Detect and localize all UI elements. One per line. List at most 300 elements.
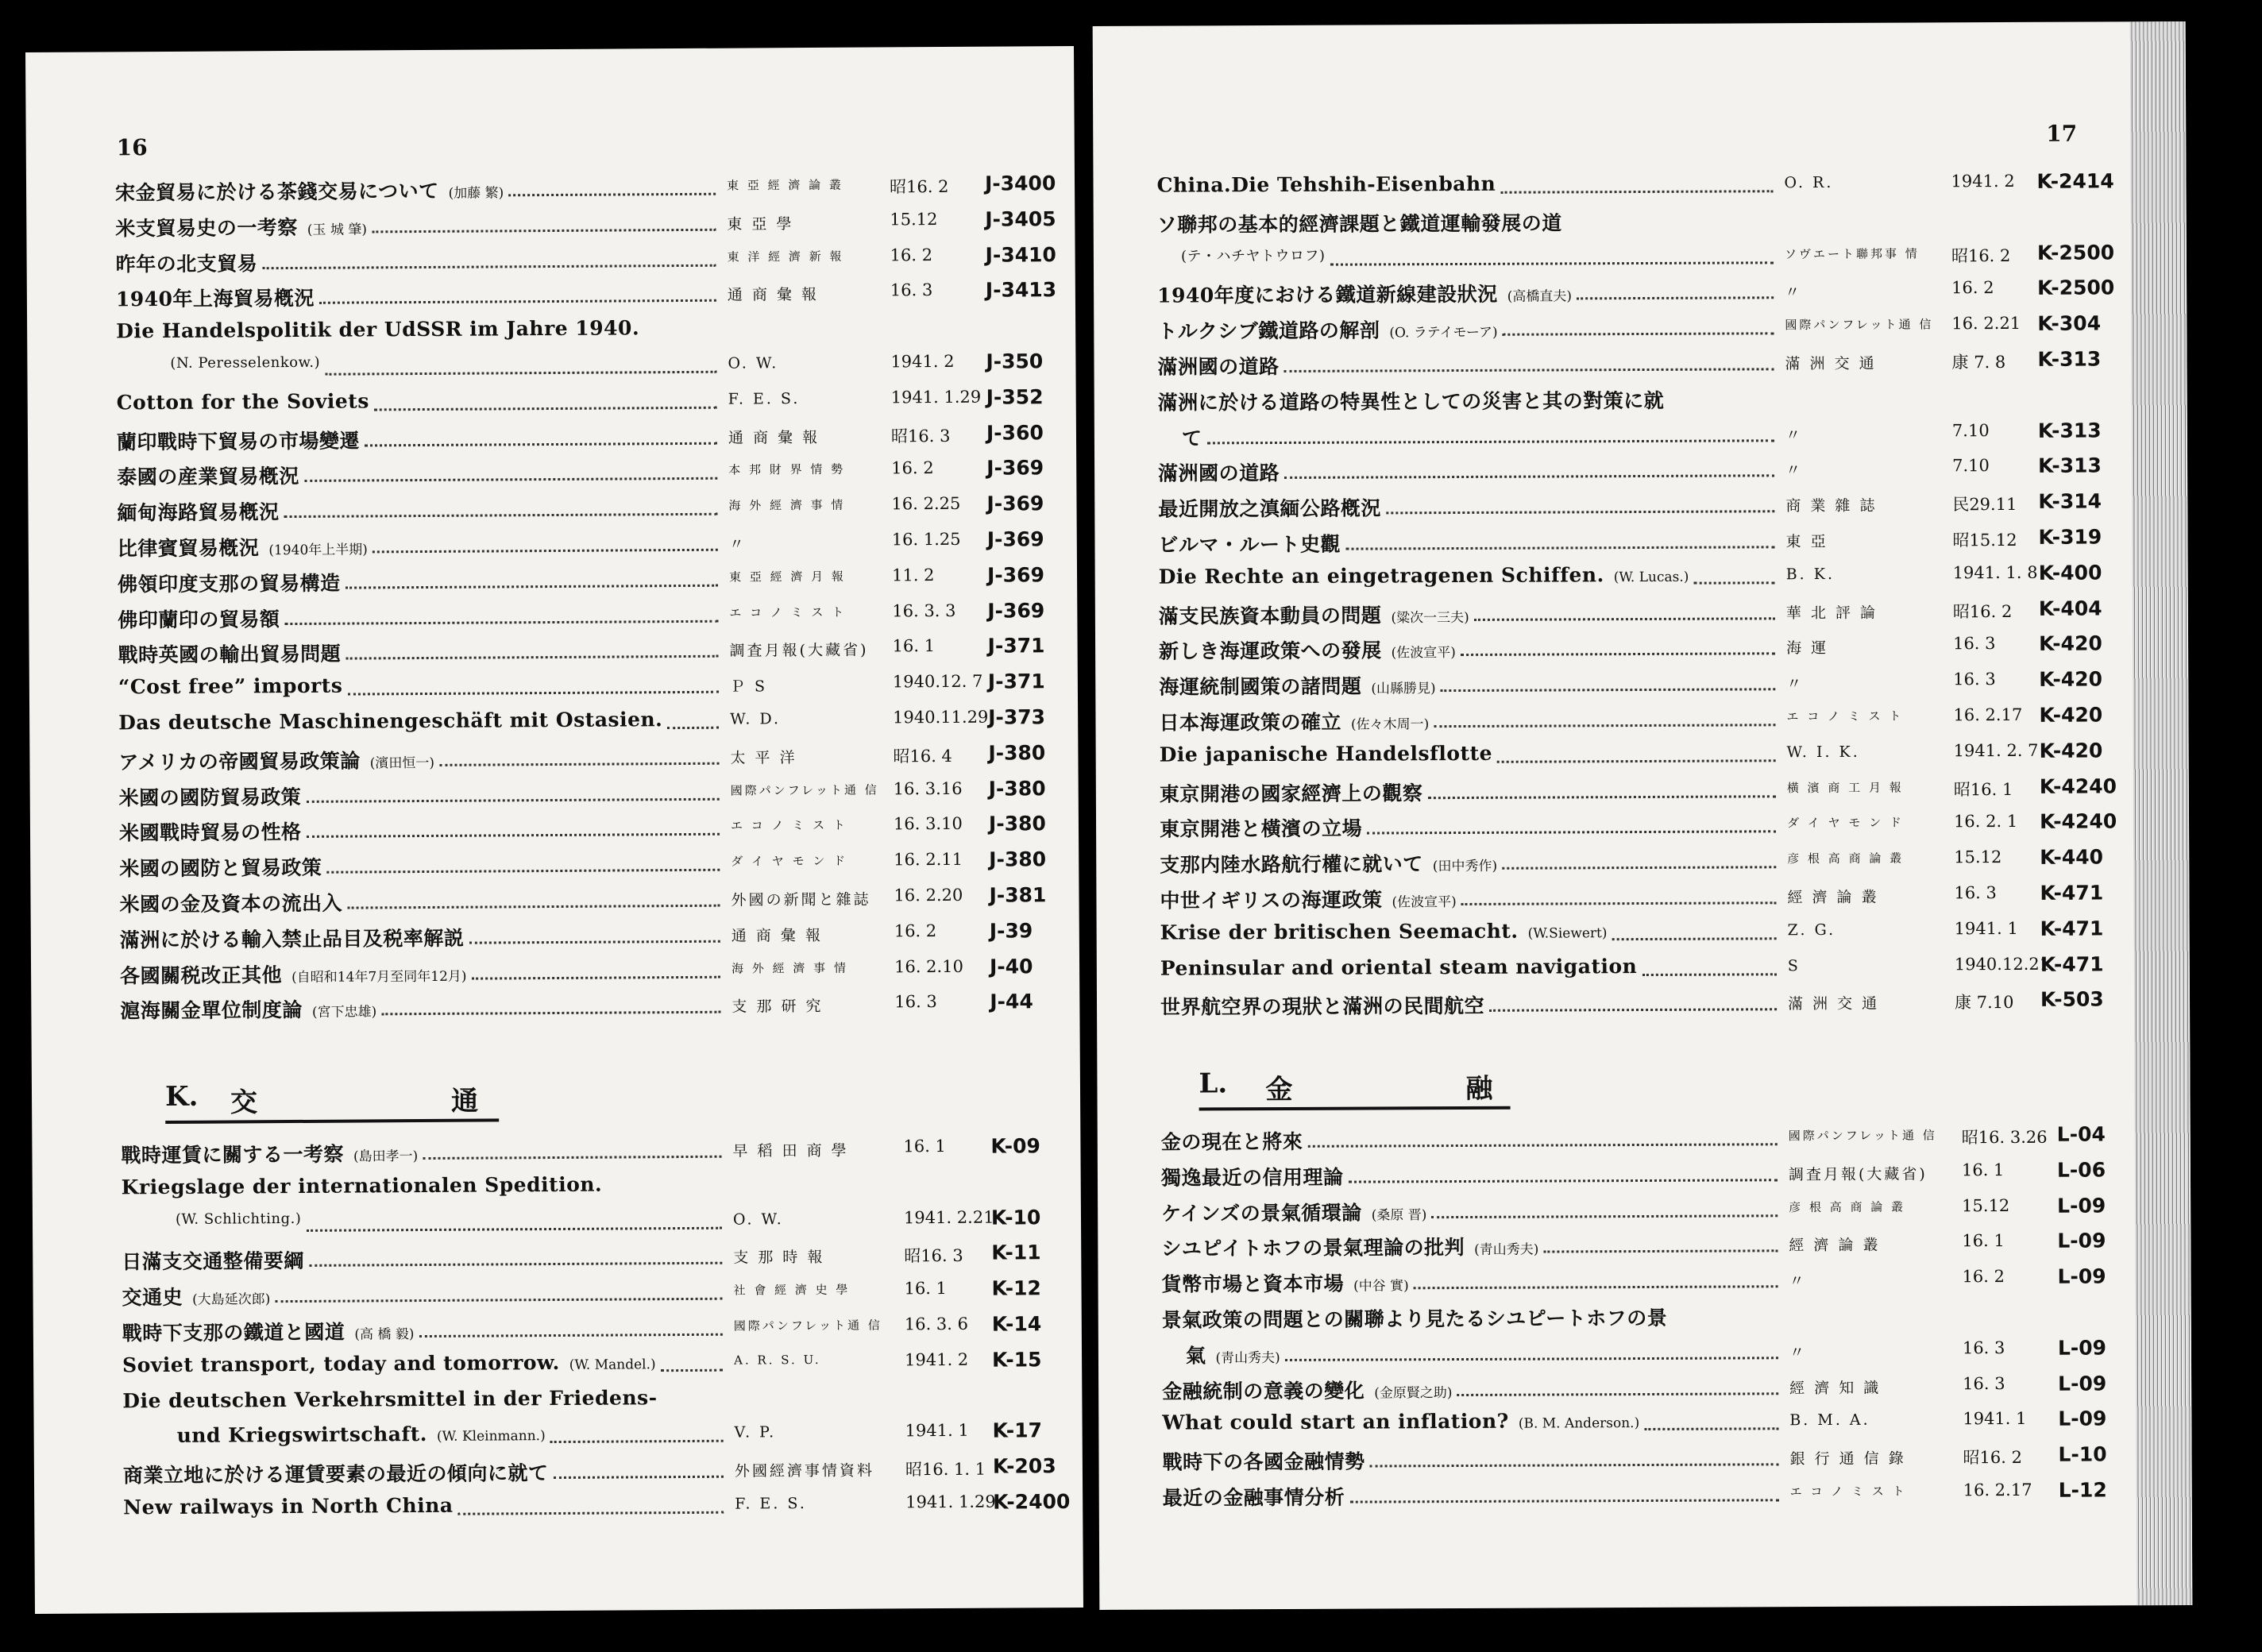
index-entry	[1162, 1300, 2139, 1341]
entry-author: (W. Lucas.)	[1613, 569, 1689, 585]
entry-author: (玉 城 肇)	[307, 222, 368, 238]
entry-author: (W. Mandel.)	[569, 1357, 656, 1373]
entry-code: K-15	[991, 1348, 1042, 1372]
entry-date: 16. 3. 3	[892, 600, 956, 620]
leader-dots	[1349, 1480, 1778, 1503]
leader-dots	[1207, 420, 1774, 444]
leader-dots	[1497, 740, 1776, 763]
entry-code: L-09	[2058, 1407, 2107, 1431]
entry-title	[1162, 1446, 1365, 1476]
leader-dots	[304, 458, 717, 482]
index-entry	[120, 990, 1073, 1032]
entry-source: 彦 根 高 商 論 叢	[1789, 1199, 1906, 1214]
entry-code: J-369	[986, 563, 1045, 587]
entry-code: K-09	[990, 1134, 1040, 1158]
entry-source: B. K.	[1785, 565, 1835, 584]
entry-title	[120, 994, 376, 1025]
index-entry	[1160, 774, 2137, 815]
entry-date: 11. 2	[891, 565, 935, 585]
entry-code: J-3413	[985, 278, 1057, 303]
entry-source: 本 邦 財 界 情 勢	[728, 462, 846, 478]
entry-code: K-11	[991, 1241, 1041, 1265]
index-entry	[1161, 1229, 2138, 1270]
entry-code: J-371	[987, 670, 1045, 693]
entry-title	[116, 283, 315, 313]
entry-title	[176, 1210, 302, 1228]
entry-source: 國際パンフレット通 信	[733, 1318, 882, 1334]
index-entry	[1162, 1442, 2139, 1483]
leader-dots	[1612, 918, 1777, 940]
entry-author: (高 橋 毅)	[354, 1326, 415, 1343]
entry-source: 東 洋 經 濟 新 報	[727, 249, 844, 264]
index-entry	[1160, 952, 2137, 993]
leader-dots	[1500, 171, 1773, 193]
entry-source: 國際パンフレット通 信	[1785, 317, 1934, 333]
entry-code: J-3405	[985, 206, 1056, 231]
entry-date: 16. 2.20	[894, 885, 963, 905]
entry-date: 7.10	[1951, 420, 1990, 440]
entry-title	[118, 567, 341, 597]
page-number: 16	[116, 134, 148, 161]
leader-dots	[381, 992, 720, 1016]
index-entry	[1159, 667, 2136, 708]
entry-source: 東 亞 經 濟 論 叢	[726, 177, 843, 193]
entry-author: (W. Kleinmann.)	[436, 1428, 546, 1446]
left-page	[25, 46, 1083, 1614]
entry-title	[122, 1281, 270, 1310]
entry-date: 昭16. 2	[889, 176, 949, 197]
entry-title	[118, 745, 434, 775]
entry-code: K-319	[2038, 525, 2102, 549]
entry-title-text: 各國關税改正其他	[120, 963, 283, 987]
entry-title	[1160, 813, 1362, 843]
leader-dots	[306, 778, 719, 802]
entry-source: 外國の新聞と雜誌	[731, 890, 871, 909]
entry-source: F. E. S.	[735, 1495, 807, 1513]
entry-title-text: 蘭印戰時下貿易の市場變遷	[116, 429, 361, 454]
entry-code: K-17	[992, 1418, 1043, 1443]
index-entry	[1159, 632, 2136, 673]
entry-title-text: 世界航空界の現狀と滿洲の民間航空	[1160, 994, 1485, 1020]
entry-source: B. M. A.	[1789, 1411, 1870, 1430]
entry-code: J-352	[986, 385, 1044, 409]
entry-title	[1162, 1409, 1639, 1434]
entry-source: 國際パンフレット通 信	[1788, 1128, 1937, 1144]
entry-code: K-2414	[2036, 169, 2114, 193]
index-entry	[1159, 596, 2136, 637]
entry-code: L-09	[2057, 1194, 2106, 1218]
entry-title	[122, 1245, 304, 1275]
entry-title	[1161, 1197, 1426, 1226]
entry-date: 1941. 2	[1951, 171, 2015, 191]
leader-dots	[326, 850, 720, 874]
entry-date: 1940.12. 7	[892, 671, 983, 692]
leader-dots	[1457, 1373, 1778, 1396]
entry-title	[1161, 1268, 1408, 1297]
entry-title-text: “Cost free” imports	[118, 674, 343, 699]
entry-code: K-440	[2040, 845, 2104, 870]
entry-date: 1941. 2.21	[903, 1207, 994, 1227]
leader-dots	[1693, 562, 1774, 584]
entry-title-text: 最近の金融事情分析	[1162, 1485, 1345, 1510]
leader-dots	[1461, 634, 1775, 657]
entry-title	[123, 1457, 549, 1488]
entry-date: 16. 2.10	[894, 956, 963, 976]
leader-dots	[439, 743, 719, 766]
entry-title	[115, 211, 367, 241]
entry-title-text: Die deutschen Verkehrsmittel in der Friedens-	[122, 1385, 658, 1412]
entry-source: 海 外 經 濟 事 情	[728, 497, 846, 513]
entry-date: 16. 1	[892, 636, 936, 656]
entry-source: 商 業 雜 誌	[1785, 496, 1878, 515]
entry-title-text: Krise der britischen Seemacht.	[1160, 919, 1519, 944]
entry-date: 1941. 1.29	[890, 387, 982, 407]
section-letter: K.	[164, 1080, 199, 1113]
entry-code: L-09	[2058, 1372, 2107, 1395]
entry-title-text: Kriegslage der internationalen Spedition.	[121, 1172, 603, 1199]
entry-title-text: 戰時英國の輸出貿易問題	[118, 643, 342, 667]
entry-source: Ｐ S	[729, 677, 768, 696]
index-entry	[123, 1490, 1076, 1532]
entry-date: 16. 3	[1962, 1337, 2005, 1358]
leader-dots	[347, 886, 720, 909]
entry-title	[170, 354, 320, 372]
entry-title-text: 東京開港と橫濱の立場	[1160, 816, 1363, 842]
entry-source: 太 平 洋	[730, 748, 797, 767]
entry-source: 國際パンフレット通 信	[730, 782, 879, 798]
entry-code: K-203	[992, 1454, 1056, 1478]
index-entry	[1160, 845, 2137, 886]
entry-title-text: 佛印蘭印の貿易額	[118, 607, 280, 631]
index-entry	[1161, 1194, 2138, 1234]
entry-date: 16. 2.21	[1951, 314, 2021, 334]
leader-dots	[472, 956, 721, 979]
entry-code: K-12	[991, 1276, 1041, 1300]
entry-title	[115, 175, 504, 206]
entry-title-text: 米國の國防貿易政策	[118, 785, 302, 809]
entry-date: 昭15.12	[1952, 530, 2017, 550]
entry-author: (自昭和14年7月至同年12月)	[291, 968, 467, 986]
section-name-b: 通	[450, 1085, 479, 1117]
index-entry	[1161, 1158, 2138, 1198]
leader-dots	[1441, 669, 1776, 692]
entry-author: (靑山秀夫)	[1215, 1349, 1280, 1367]
entry-code: J-360	[986, 420, 1044, 445]
entry-title-text: China.Die Tehshih-Eisenbahn	[1156, 172, 1496, 197]
entry-title	[1161, 1161, 1344, 1191]
entry-author: (大島延次郎)	[192, 1291, 271, 1308]
entry-code: J-350	[986, 349, 1044, 373]
entry-source: 東 亞 學	[727, 214, 794, 234]
leader-dots	[1644, 1409, 1778, 1431]
entry-author: (加藤 繁)	[448, 185, 504, 202]
entry-title	[116, 248, 258, 277]
leader-dots	[345, 636, 718, 660]
leader-dots	[1370, 1444, 1779, 1467]
index-entry	[1158, 489, 2135, 530]
entry-date: 康 7. 8	[1951, 352, 2006, 372]
entry-title	[1161, 1126, 1303, 1156]
leader-dots	[1474, 598, 1775, 621]
index-entry	[1161, 1122, 2138, 1163]
entry-author: (B. M. Anderson.)	[1518, 1415, 1640, 1433]
entry-date: 昭16. 1	[1953, 779, 2013, 799]
entry-author: (靑山秀夫)	[1474, 1241, 1539, 1259]
index-entry	[1161, 1264, 2138, 1305]
entry-title	[1161, 1232, 1538, 1262]
entry-source: 外國經濟事情資料	[734, 1461, 875, 1480]
entry-code: K-420	[2039, 739, 2103, 762]
entry-code: K-313	[2037, 419, 2102, 442]
entry-date: 1941. 1. 8	[1952, 562, 2038, 583]
entry-title-text: 滿洲に於ける輸入禁止品目及税率解説	[119, 926, 465, 952]
entry-title-text: 東京開港の國家經濟上の觀察	[1159, 781, 1423, 806]
entry-title	[177, 1422, 546, 1447]
entry-code: J-369	[987, 598, 1045, 623]
leader-dots	[372, 210, 716, 234]
index-entry	[1182, 419, 2135, 459]
entry-source: 〃	[1789, 1272, 1807, 1291]
entry-code: J-369	[986, 456, 1044, 481]
index-entry	[1159, 561, 2136, 601]
entry-date: 1941. 1	[905, 1421, 969, 1441]
entry-source: Z. G.	[1787, 921, 1836, 940]
entry-source: エ コ ノ ミ ス ト	[730, 818, 847, 834]
entry-source: A. R. S. U.	[734, 1352, 821, 1368]
entry-date: 16. 3	[1963, 1373, 2005, 1393]
leader-dots	[508, 174, 716, 197]
entry-title	[118, 639, 342, 669]
entry-date: 民29.11	[1952, 495, 2017, 515]
entry-date: 15.12	[1962, 1195, 2010, 1215]
entry-code: K-404	[2038, 596, 2102, 620]
entry-date: 1941. 1	[1963, 1409, 2027, 1429]
entry-title-text: Die Handelspolitik der UdSSR im Jahre 1940.	[116, 316, 640, 343]
leader-dots	[309, 1243, 722, 1267]
entry-source: 〃	[1786, 675, 1805, 693]
entry-date: 1940.12.21	[1954, 954, 2051, 974]
leader-dots	[550, 1421, 724, 1443]
entry-date: 1941. 1	[1954, 918, 2018, 939]
entry-date: 16. 3. 6	[904, 1314, 969, 1334]
entry-title-text: シユピイトホフの景氣理論の批判	[1161, 1236, 1465, 1261]
leader-dots	[1307, 1124, 1777, 1148]
entry-title-text: 海運統制國策の諸問題	[1159, 674, 1362, 699]
entry-date: 16. 1	[903, 1136, 946, 1156]
entry-date: 1941. 2	[890, 351, 955, 372]
entry-title	[117, 425, 360, 455]
entry-code: L-10	[2058, 1442, 2107, 1466]
entry-source: 經 濟 知 識	[1789, 1379, 1882, 1397]
leader-dots	[1414, 1266, 1778, 1289]
leader-dots	[1345, 527, 1774, 550]
entry-title-text: 米國の金及資本の流出入	[119, 891, 343, 917]
leader-dots	[661, 1350, 723, 1372]
entry-author: (金原賢之助)	[1374, 1384, 1453, 1402]
entry-date: 15.12	[1954, 847, 2002, 867]
entry-date: 16. 2.25	[891, 494, 961, 514]
entry-title	[119, 816, 302, 846]
entry-title	[1160, 848, 1497, 878]
entry-date: 16. 2	[890, 245, 933, 264]
entry-source: O. W.	[732, 1210, 784, 1229]
leader-dots	[469, 921, 720, 944]
entry-source: 東 亞	[1785, 532, 1828, 551]
entry-date: 16. 2	[1962, 1267, 2005, 1287]
leader-dots	[1427, 776, 1775, 799]
entry-date: 16. 2	[891, 458, 934, 478]
entry-title	[1160, 742, 1492, 766]
entry-title	[122, 1316, 415, 1346]
entry-title	[1159, 635, 1456, 665]
entry-title-text: (W. Schlichting.)	[175, 1210, 302, 1228]
entry-source: 東 亞 經 濟 月 報	[729, 569, 846, 585]
entry-date: 1940.11.29	[893, 707, 989, 728]
entry-title-text: 米國戰時貿易の性格	[118, 820, 302, 845]
entry-date: 16. 3	[894, 992, 937, 1012]
entry-title	[117, 496, 279, 526]
entry-source: W. I. K.	[1786, 743, 1860, 762]
entry-author: (中谷 實)	[1353, 1278, 1409, 1295]
entry-date: 昭16. 2	[1951, 245, 2011, 265]
entry-author: (田中秀作)	[1432, 858, 1498, 875]
leader-dots	[458, 1492, 724, 1515]
entry-author: (濱田恒一)	[369, 755, 435, 772]
section-heading-l	[1199, 1067, 1510, 1111]
leader-dots	[306, 1207, 722, 1231]
entry-author: (O. ラテイモーア)	[1389, 324, 1498, 342]
entry-code: L-12	[2058, 1478, 2107, 1502]
leader-dots	[347, 672, 718, 696]
entry-code: K-2400	[993, 1490, 1071, 1514]
entry-source: F. E. S.	[728, 389, 801, 408]
entry-author: (W.Siewert)	[1527, 924, 1608, 942]
entry-code: J-44	[990, 990, 1033, 1014]
entry-code: J-369	[986, 492, 1044, 515]
leader-dots	[1284, 349, 1774, 372]
entry-code: J-381	[989, 883, 1047, 907]
entry-title	[116, 317, 639, 343]
entry-code: K-420	[2038, 631, 2102, 656]
entry-source: 海 外 經 濟 事 情	[731, 960, 848, 976]
entry-title-text: ケインズの景氣循環論	[1161, 1201, 1362, 1225]
entry-date: 7.10	[1952, 456, 1990, 476]
right-page	[1093, 21, 2193, 1610]
entry-title-text: 1940年上海貿易槪況	[115, 287, 315, 311]
entry-author: (山縣勝見)	[1371, 681, 1436, 697]
entry-title-text: 滬海關金單位制度論	[120, 998, 303, 1023]
entry-source: エ コ ノ ミ ス ト	[1789, 1484, 1907, 1500]
index-entry	[1157, 276, 2134, 317]
entry-title	[1159, 563, 1689, 589]
entry-code: L-09	[2057, 1264, 2106, 1288]
index-entry	[1159, 703, 2136, 743]
entry-title	[1160, 990, 1484, 1021]
entry-date: 16. 1	[1962, 1231, 2005, 1251]
entry-title-text: 宋金貿易に於ける茶錢交易について	[115, 179, 439, 205]
entry-source: エ コ ノ ミ ス ト	[1786, 708, 1904, 724]
entry-code: J-39	[989, 919, 1033, 943]
entry-code: J-3410	[985, 242, 1056, 267]
leader-dots	[1577, 278, 1774, 300]
section-name-b: 融	[1465, 1072, 1493, 1105]
entry-title	[118, 531, 368, 562]
entry-code: L-09	[2057, 1336, 2107, 1360]
entry-title-text: 交通史	[122, 1286, 183, 1310]
entry-title-text: Die japanische Handelsflotte	[1159, 741, 1493, 766]
entry-code: L-06	[2056, 1158, 2106, 1182]
section-name-a: 金	[1265, 1073, 1293, 1106]
entry-date: 昭16. 3	[904, 1246, 963, 1266]
entry-source: 海 運	[1786, 639, 1829, 658]
entry-source: ダ イ ヤ モ ン ド	[731, 853, 848, 869]
entry-title	[1156, 172, 1496, 197]
index-entry	[1156, 169, 2133, 210]
entry-date: 16. 2.17	[1953, 704, 2023, 725]
entry-author: (佐波宣平)	[1391, 645, 1456, 662]
entry-title	[1162, 1375, 1452, 1405]
entry-title-text: 氣	[1185, 1344, 1206, 1368]
entry-source: O. W.	[728, 354, 779, 372]
leader-dots	[1461, 882, 1777, 905]
entry-title-text: und Kriegswirtschaft.	[176, 1422, 428, 1448]
entry-title	[1186, 1340, 1280, 1369]
index-entry	[1157, 205, 2134, 245]
entry-code: K-14	[991, 1312, 1042, 1336]
entry-date: 1941. 2. 7	[1953, 740, 2039, 761]
entry-title-text: 1940年度における鐵道新線建設狀況	[1157, 283, 1498, 308]
entry-date: 16. 3.10	[893, 814, 963, 834]
entry-title	[1157, 279, 1572, 309]
entry-title-text: 滿支民族資本動員の問題	[1158, 604, 1382, 628]
entry-title	[1160, 884, 1456, 914]
entry-title-text: 滿洲に於ける道路の特異性としての災害と其の對策に就	[1157, 388, 1665, 415]
entry-source: ソヴエート聯邦事 情	[1784, 246, 1920, 261]
leader-dots	[345, 565, 718, 589]
entry-code: K-471	[2040, 952, 2104, 976]
leader-dots	[275, 1279, 722, 1303]
entry-code: K-313	[2037, 347, 2102, 371]
entry-title	[1158, 385, 1665, 416]
entry-source: 早 稻 田 商 學	[732, 1141, 849, 1160]
entry-date: 昭16. 1. 1	[905, 1459, 986, 1480]
entry-date: 昭16. 2	[1963, 1448, 2023, 1468]
entry-source: 調査月報(大藏省)	[1788, 1165, 1928, 1183]
entry-source: 社 會 經 濟 史 學	[733, 1282, 851, 1298]
entry-source: 經 濟 論 叢	[1789, 1237, 1881, 1255]
entry-title-text: ソ聯邦の基本的經濟課題と鐵道運輸發展の道	[1156, 211, 1562, 237]
entry-title	[122, 1172, 603, 1198]
leader-dots	[1367, 812, 1776, 835]
entry-code: K-471	[2040, 917, 2104, 940]
entry-source: 通 商 彙 報	[728, 428, 820, 447]
entry-title	[1158, 457, 1280, 487]
entry-title-text: Cotton for the Soviets	[116, 389, 369, 415]
entry-code: K-2500	[2036, 240, 2115, 264]
entry-title-text: Die Rechte an eingetragenen Schiffen.	[1158, 563, 1604, 589]
entry-title	[1159, 600, 1469, 630]
entry-code: J-380	[988, 741, 1046, 765]
entry-title	[1158, 493, 1381, 523]
entry-source: 〃	[1789, 1343, 1808, 1361]
entry-date: 16. 3.16	[893, 778, 963, 798]
entry-code: J-369	[986, 527, 1044, 551]
entry-date: 16. 1	[904, 1279, 948, 1299]
index-entry	[1157, 311, 2134, 352]
leader-dots	[262, 245, 716, 268]
leader-dots	[554, 1457, 724, 1479]
entry-code: J-373	[988, 705, 1046, 729]
